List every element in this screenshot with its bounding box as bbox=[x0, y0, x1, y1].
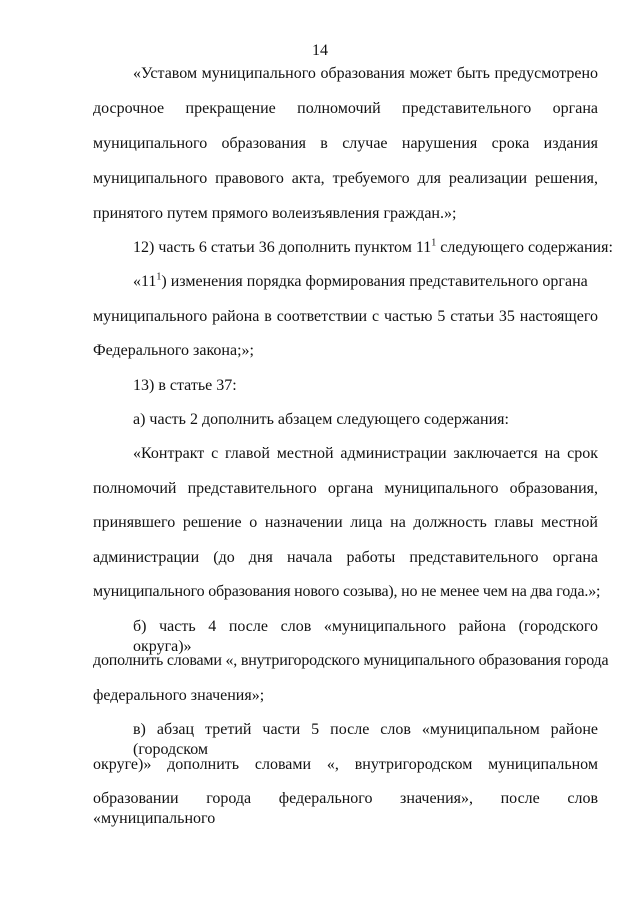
text-line: муниципального образования в случае нарушения срока издания bbox=[93, 135, 598, 152]
text-line: Федерального закона;»; bbox=[93, 342, 254, 359]
text-line: в) абзац третий части 5 после слов «муниципальном районе (городском bbox=[133, 721, 598, 758]
page-number: 14 bbox=[312, 42, 328, 59]
text-line: 13) в статье 37: bbox=[133, 377, 237, 394]
text-segment: ) изменения порядка формирования представительного органа bbox=[161, 273, 588, 290]
text-line: принятого путем прямого волеизъявления граждан.»; bbox=[93, 205, 457, 222]
text-line: «Уставом муниципального образования может быть предусмотрено bbox=[133, 65, 598, 82]
text-line: федерального значения»; bbox=[93, 687, 265, 704]
text-line: досрочное прекращение полномочий представительного органа bbox=[93, 100, 598, 117]
text-line: б) часть 4 после слов «муниципального района (городского округа)» bbox=[133, 618, 598, 655]
superscript: 1 bbox=[431, 237, 437, 249]
text-line: «Контракт с главой местной администрации заключается на срок bbox=[133, 445, 598, 462]
text-line bbox=[133, 272, 598, 292]
text-line: полномочий представительного органа муниципального образования, bbox=[93, 480, 598, 497]
text-segment: «11 bbox=[133, 273, 157, 290]
text-segment: 12) часть 6 статьи 36 дополнить пунктом 11 bbox=[133, 239, 432, 256]
text-line: муниципального образования нового созыва), но не менее чем на два года.»; bbox=[93, 583, 601, 600]
text-line: образовании города федерального значения», после слов «муниципального bbox=[93, 790, 598, 827]
text-line: дополнить словами «, внутригородского муниципального образования города bbox=[93, 652, 609, 669]
superscript: 1 bbox=[156, 271, 162, 283]
text-line: а) часть 2 дополнить абзацем следующего содержания: bbox=[133, 411, 509, 428]
text-line: муниципального района в соответствии с частью 5 статьи 35 настоящего bbox=[93, 308, 598, 325]
text-line: муниципального правового акта, требуемого для реализации решения, bbox=[93, 170, 598, 187]
text-line bbox=[133, 237, 613, 258]
text-segment: следующего содержания: bbox=[436, 239, 613, 256]
text-line: принявшего решение о назначении лица на должность главы местной bbox=[93, 514, 598, 531]
text-line: администрации (до дня начала работы представительного органа bbox=[93, 549, 598, 566]
text-line: округе)» дополнить словами «, внутригородском муниципальном bbox=[93, 756, 598, 773]
